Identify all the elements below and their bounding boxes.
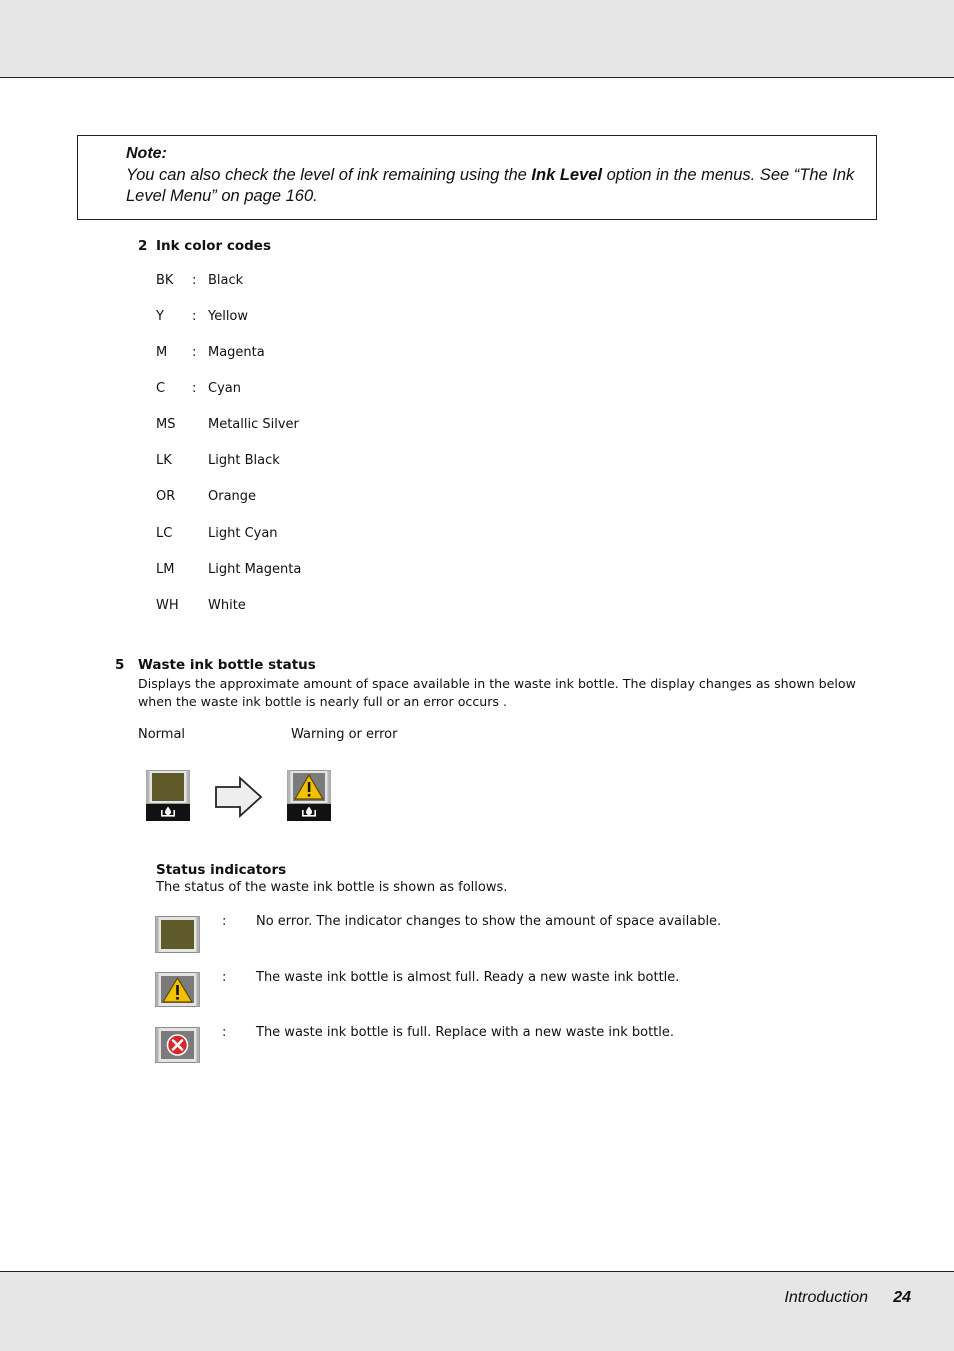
waste-number: 5 bbox=[115, 657, 125, 673]
ink-color-name: Yellow bbox=[208, 309, 249, 324]
error-icon bbox=[155, 1027, 201, 1064]
ink-color-name: Light Magenta bbox=[208, 562, 302, 577]
note-title: Note: bbox=[126, 145, 167, 162]
note-box bbox=[77, 135, 877, 220]
footer-section-title: Introduction bbox=[784, 1289, 868, 1306]
ink-code: WH bbox=[156, 598, 179, 613]
status-row-text: No error. The indicator changes to show the amount of space available. bbox=[256, 914, 722, 929]
note-text bbox=[126, 165, 871, 207]
ink-code: MS bbox=[156, 417, 176, 432]
ink-code: Y bbox=[156, 309, 164, 324]
status-row-text: The waste ink bottle is almost full. Ready a new waste ink bottle. bbox=[256, 970, 680, 985]
status-row-separator: : bbox=[222, 970, 227, 985]
waste-normal-indicator-icon bbox=[146, 770, 192, 822]
ink-code: C bbox=[156, 381, 166, 396]
ink-code: LM bbox=[156, 562, 175, 577]
ink-codes-heading: Ink color codes bbox=[156, 238, 271, 254]
ink-codes-number: 2 bbox=[138, 238, 148, 254]
waste-description: Displays the approximate amount of space available in the waste ink bottle. The display changes as shown below when the waste ink bottle is nearly full or an error occurs . bbox=[138, 676, 856, 709]
status-row-text: The waste ink bottle is full. Replace with a new waste ink bottle. bbox=[256, 1025, 675, 1040]
ink-code-separator: : bbox=[192, 345, 197, 360]
ink-code: LC bbox=[156, 526, 173, 541]
warning-icon bbox=[155, 972, 201, 1008]
ink-code-separator: : bbox=[192, 273, 197, 288]
ink-code: BK bbox=[156, 273, 174, 288]
note-text-end: option in the menus. See “The Ink Level Menu” on page 160. bbox=[126, 166, 855, 205]
status-row-separator: : bbox=[222, 1025, 227, 1040]
ink-color-name: Black bbox=[208, 273, 244, 288]
label-normal: Normal bbox=[138, 727, 186, 742]
ink-color-name: Light Cyan bbox=[208, 526, 278, 541]
status-row-separator: : bbox=[222, 914, 227, 929]
ink-code-separator: : bbox=[192, 381, 197, 396]
waste-level-icon bbox=[155, 916, 201, 954]
ink-color-name: Light Black bbox=[208, 453, 280, 468]
waste-heading: Waste ink bottle status bbox=[138, 657, 316, 673]
ink-color-name: White bbox=[208, 598, 246, 613]
status-indicators-intro: The status of the waste ink bottle is shown as follows. bbox=[156, 880, 508, 895]
label-warning-error: Warning or error bbox=[291, 727, 398, 742]
ink-code: OR bbox=[156, 489, 176, 504]
footer-band bbox=[0, 1271, 954, 1351]
note-text-bold: Ink Level bbox=[531, 166, 603, 184]
ink-color-name: Metallic Silver bbox=[208, 417, 299, 432]
header-band bbox=[0, 0, 954, 78]
ink-code: M bbox=[156, 345, 168, 360]
ink-color-name: Cyan bbox=[208, 381, 241, 396]
page-number: 24 bbox=[893, 1289, 911, 1306]
note-text-start: You can also check the level of ink remaining using the bbox=[126, 166, 532, 184]
ink-code-separator: : bbox=[192, 309, 197, 324]
waste-warning-indicator-icon bbox=[287, 770, 333, 822]
status-indicators-heading: Status indicators bbox=[156, 862, 287, 878]
arrow-right-icon bbox=[214, 776, 264, 818]
ink-color-name: Orange bbox=[208, 489, 257, 504]
ink-color-name: Magenta bbox=[208, 345, 265, 360]
ink-code: LK bbox=[156, 453, 172, 468]
